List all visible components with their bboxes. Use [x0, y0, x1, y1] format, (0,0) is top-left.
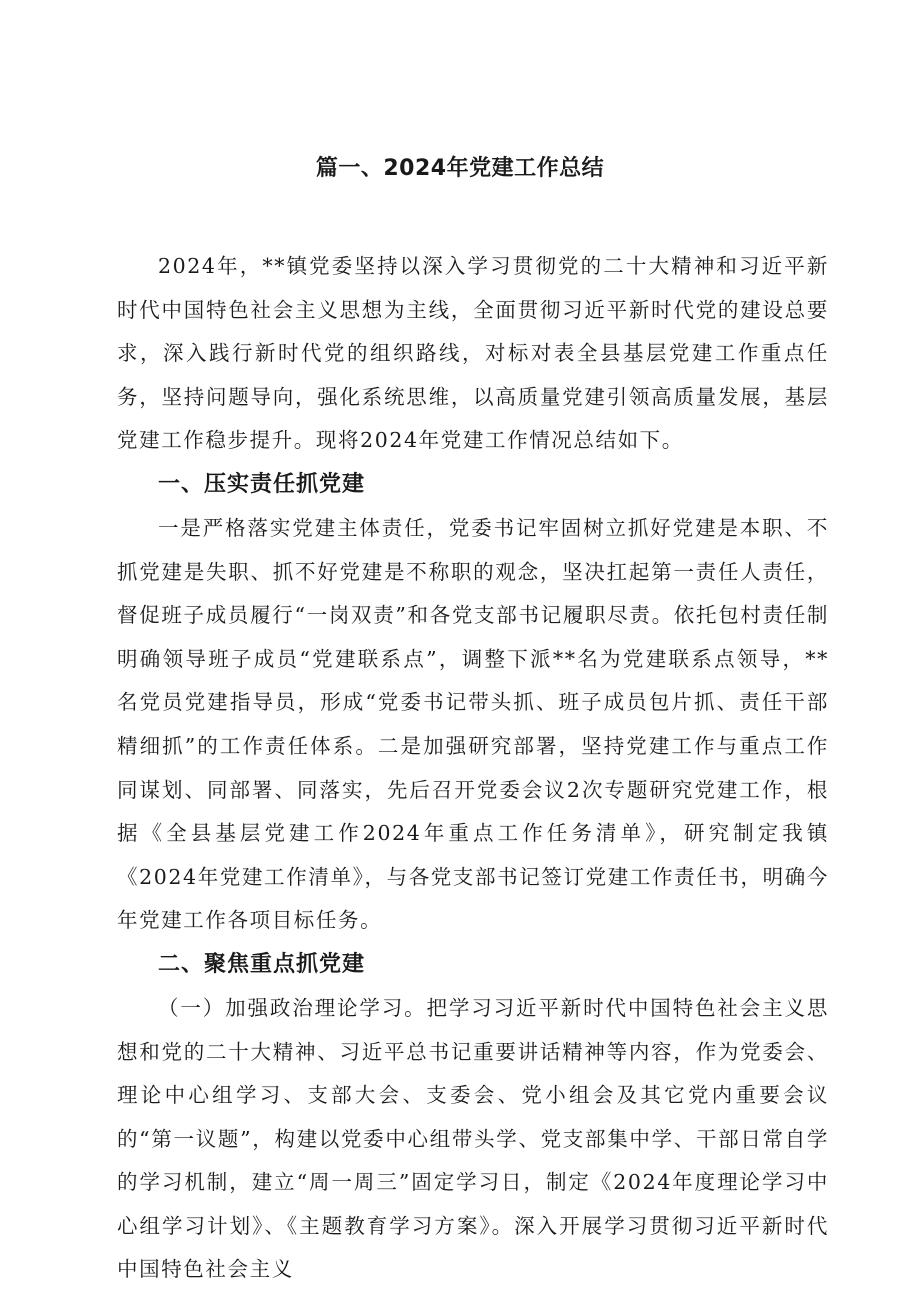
section-heading-focus: 二、聚焦重点抓党建: [158, 951, 366, 977]
intro-paragraph: 2024年，**镇党委坚持以深入学习贯彻党的二十大精神和习近平新时代中国特色社会主义思想为主线，全面贯彻习近平新时代党的建设总要求，深入践行新时代党的组织路线，对标对表全县基层党建工作重点任务，坚持问题导向，强化系统思维，以高质量党建引领高质量发展，基层党建工作稳步提升。现将2024年党建工作情况总结如下。: [117, 254, 829, 453]
document-title: 篇一、2024年党建工作总结: [315, 156, 605, 181]
section-heading-responsibility: 一、压实责任抓党建: [158, 471, 366, 497]
section-paragraph-responsibility: 一是严格落实党建主体责任，党委书记牢固树立抓好党建是本职、不抓党建是失职、抓不好党建是不称职的观念，坚决扛起第一责任人责任，督促班子成员履行“一岗双责”和各党支部书记履职尽责。依托包村责任制明确领导班子成员“党建联系点”，调整下派**名为党建联系点领导，**名党员党建指导员，形成“党委书记带头抓、班子成员包片抓、责任干部精细抓”的工作责任体系。二是加强研究部署，坚持党建工作与重点工作同谋划、同部署、同落实，先后召开党委会议2次专题研究党建工作，根据《全县基层党建工作2024年重点工作任务清单》，研究制定我镇《2024年党建工作清单》，与各党支部书记签订党建工作责任书，明确今年党建工作各项目标任务。: [117, 515, 829, 933]
document-body: [117, 245, 829, 1292]
section-paragraph-focus: （一）加强政治理论学习。把学习习近平新时代中国特色社会主义思想和党的二十大精神、习近平总书记重要讲话精神等内容，作为党委会、理论中心组学习、支部大会、支委会、党小组会及其它党内重要会议的“第一议题”，构建以党委中心组带头学、党支部集中学、干部日常自学的学习机制，建立“周一周三”固定学习日，制定《2024年度理论学习中心组学习计划》、《主题教育学习方案》。深入开展学习贯彻习近平新时代中国特色社会主义: [117, 995, 829, 1282]
